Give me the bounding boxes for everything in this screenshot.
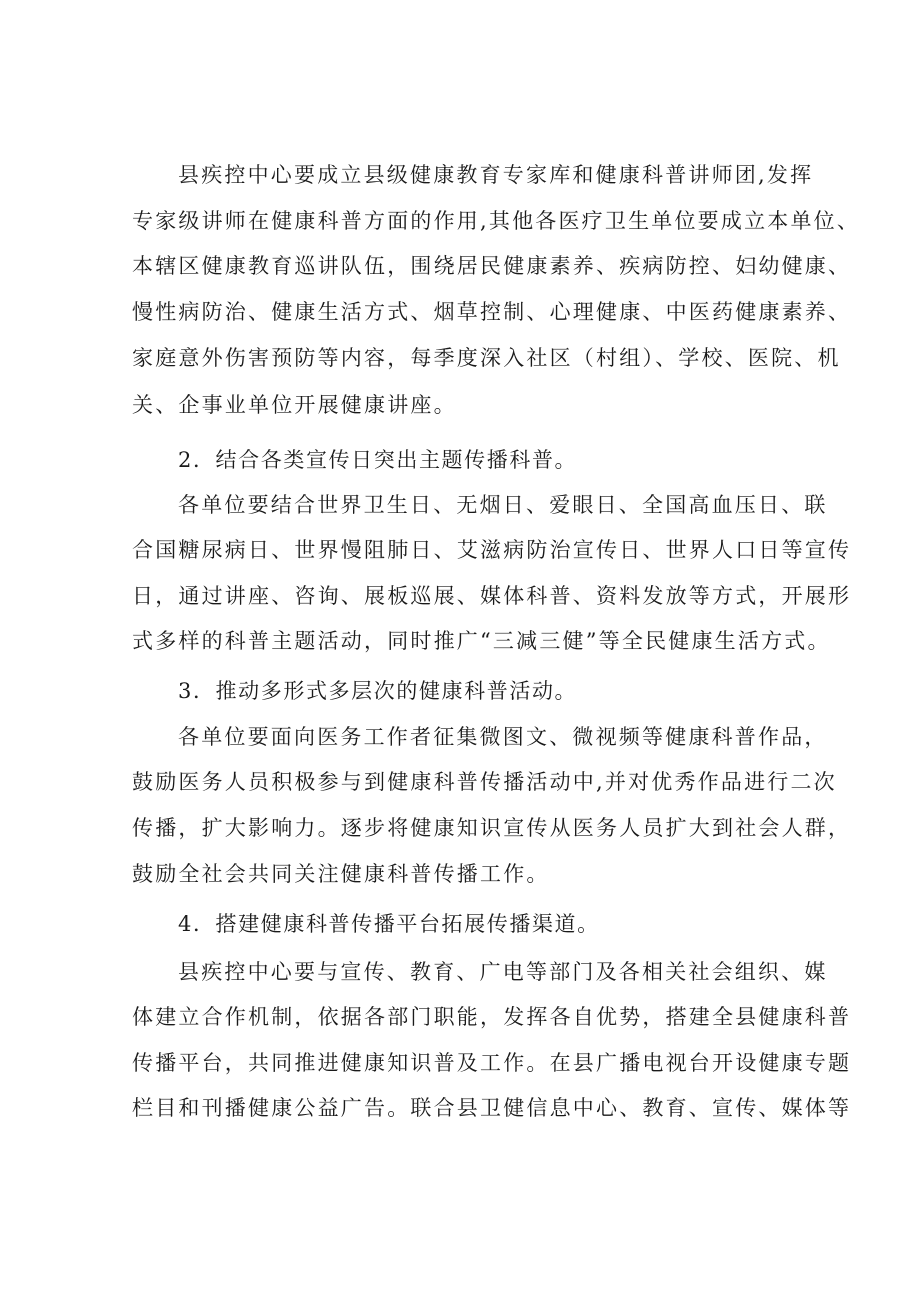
paragraph-2-line-2: 合国糖尿病日、世界慢阻肺日、艾滋病防治宣传日、世界人口日等宣传: [132, 538, 852, 562]
section-heading-3: 3．推动多形式多层次的健康科普活动。: [178, 679, 578, 703]
paragraph-4-line-3: 传播平台，共同推进健康知识普及工作。在县广播电视台开设健康专题: [132, 1051, 852, 1075]
paragraph-1-line-6: 关、企事业单位开展健康讲座。: [132, 393, 457, 417]
section-heading-2: 2．结合各类宣传日突出主题传播科普。: [178, 448, 578, 472]
paragraph-1-line-2: 专家级讲师在健康科普方面的作用,其他各医疗卫生单位要成立本单位、: [132, 209, 861, 233]
paragraph-1-line-5: 家庭意外伤害预防等内容，每季度深入社区（村组）、学校、医院、机: [132, 346, 841, 370]
paragraph-3-line-1: 各单位要面向医务工作者征集微图文、微视频等健康科普作品，: [178, 725, 828, 749]
paragraph-3-line-2: 鼓励医务人员积极参与到健康科普传播活动中,并对优秀作品进行二次: [132, 770, 837, 794]
paragraph-4-line-2: 体建立合作机制，依据各部门职能，发挥各自优势，搭建全县健康科普: [132, 1005, 852, 1029]
paragraph-1-line-3: 本辖区健康教育巡讲队伍，围绕居民健康素养、疾病防控、妇幼健康、: [132, 254, 852, 278]
paragraph-1-line-4: 慢性病防治、健康生活方式、烟草控制、心理健康、中医药健康素养、: [132, 300, 852, 324]
paragraph-2-line-1: 各单位要结合世界卫生日、无烟日、爱眼日、全国高血压日、联: [178, 493, 828, 517]
paragraph-1-line-1: 县疾控中心要成立县级健康教育专家库和健康科普讲师团,发挥: [178, 163, 814, 187]
paragraph-2-line-3: 日，通过讲座、咨询、展板巡展、媒体科普、资料发放等方式，开展形: [132, 584, 852, 608]
paragraph-2-line-4: 式多样的科普主题活动，同时推广“三减三健”等全民健康生活方式。: [132, 629, 831, 653]
paragraph-4-line-4: 栏目和刊播健康公益广告。联合县卫健信息中心、教育、宣传、媒体等: [132, 1096, 852, 1120]
paragraph-4-line-1: 县疾控中心要与宣传、教育、广电等部门及各相关社会组织、媒: [178, 960, 828, 984]
paragraph-3-line-3: 传播，扩大影响力。逐步将健康知识宣传从医务人员扩大到社会人群，: [132, 816, 852, 840]
paragraph-3-line-4: 鼓励全社会共同关注健康科普传播工作。: [132, 862, 550, 886]
section-heading-4: 4．搭建健康科普传播平台拓展传播渠道。: [178, 912, 600, 936]
